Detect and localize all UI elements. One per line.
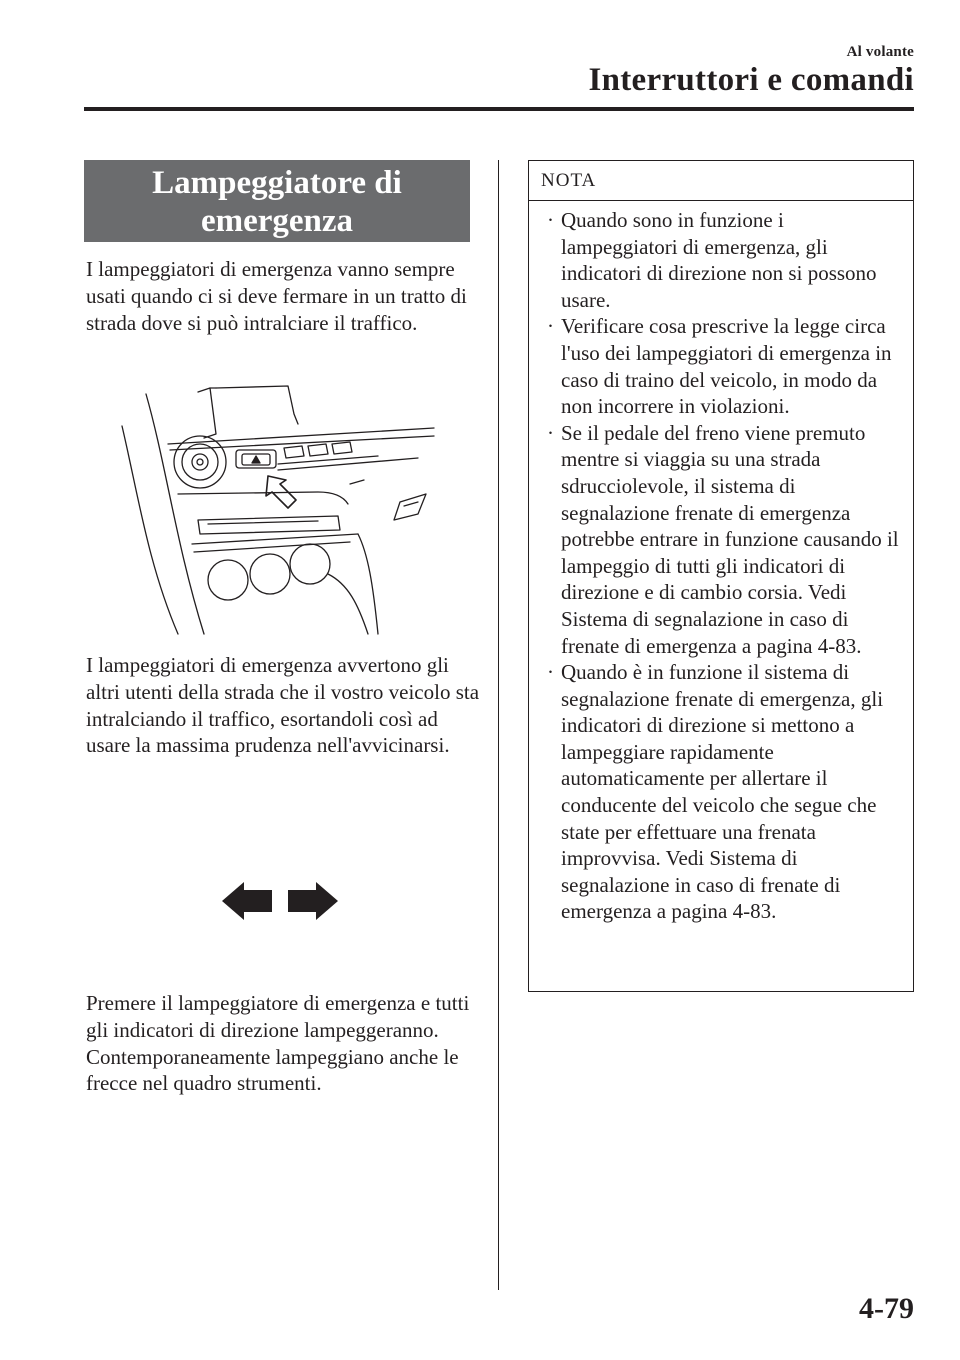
- section-title-line1: Lampeggiatore di: [152, 165, 402, 201]
- header-rule: [84, 107, 914, 111]
- hazard-switch-dashboard-illustration: [118, 384, 436, 636]
- note-list: [529, 201, 913, 925]
- note-item-text: Quando è in funzione il sistema di segnalazione frenate di emergenza, gli indicatori di direzione si mettono a lampeggiare rapidamente automaticamente per allertare il conducente del veicolo che segue che state per effettuare una frenata improvvisa. Vedi Sistema di segnalazione in caso di frenate di emergenza a pagina 4-83.: [561, 660, 884, 924]
- note-item: [547, 659, 903, 925]
- note-box: [528, 160, 914, 992]
- note-item-text: Se il pedale del freno viene premuto mentre si viaggia su una strada sdrucciolevole, il sistema di segnalazione frenate di emergenza potrebbe entrare in funzione causando il lampeggio di tutti gli indicatori di direzione e di cambio corsia. Vedi Sistema di segnalazione in caso di frenate di emergenza a pagina 4-83.: [561, 420, 899, 658]
- note-bullet: ·: [547, 208, 554, 232]
- note-item: [547, 420, 903, 659]
- section-title: [84, 160, 470, 242]
- note-bullet: ·: [547, 660, 554, 685]
- section-title-line2: emergenza: [200, 203, 354, 239]
- chapter-title: Interruttori e comandi: [588, 62, 914, 98]
- page-number: 4-79: [859, 1292, 914, 1325]
- note-item: [547, 313, 903, 419]
- warning-paragraph: I lampeggiatori di emergenza avvertono gli altri utenti della strada che il vostro veicolo sta intralciando il traffico, esortandoli così ad usare la massima prudenza nell'avvicinarsi.: [86, 653, 480, 758]
- operation-paragraph: Premere il lampeggiatore di emergenza e tutti gli indicatori di direzione lampeggeranno. Contemporaneamente lampeggiano anche le frecce nel quadro strumenti.: [86, 991, 470, 1096]
- note-item-text: Verificare cosa prescrive la legge circa l'uso dei lampeggiatori di emergenza in caso di traino del veicolo, in modo da non incorrere in violazioni.: [561, 314, 892, 419]
- section-header: Al volante: [846, 44, 914, 60]
- intro-paragraph: I lampeggiatori di emergenza vanno sempre usati quando ci si deve fermare in un tratto di strada dove si può intralciare il traffico.: [86, 257, 467, 335]
- note-heading: NOTA: [529, 161, 913, 201]
- note-bullet: ·: [547, 420, 554, 445]
- note-item-text: Quando sono in funzione i lampeggiatori di emergenza, gli indicatori di direzione non si possono usare.: [561, 208, 877, 312]
- note-bullet: ·: [547, 314, 554, 339]
- column-divider: [498, 160, 499, 1290]
- turn-signal-arrows-icon: [220, 880, 340, 922]
- note-item: [547, 207, 903, 313]
